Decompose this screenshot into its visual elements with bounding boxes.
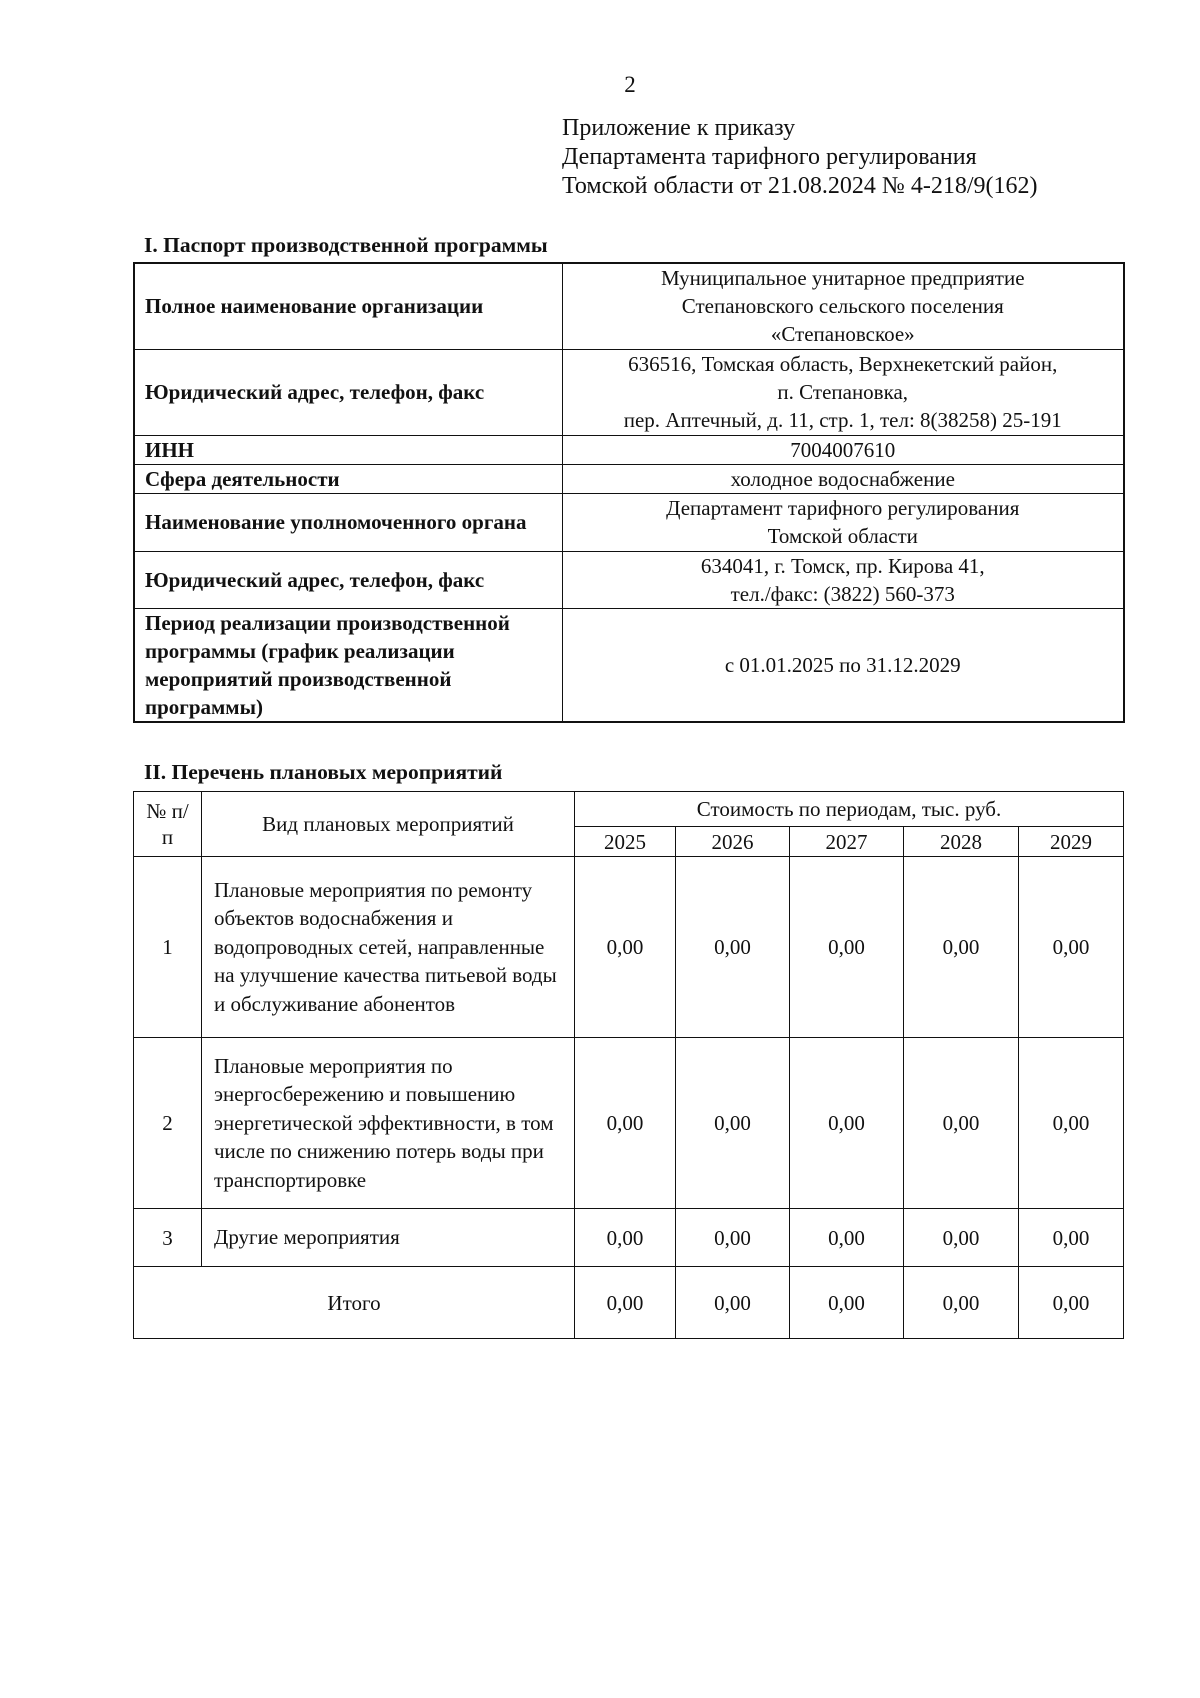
total-value: 0,00 (575, 1267, 676, 1339)
passport-value (562, 464, 1124, 493)
total-value: 0,00 (676, 1267, 790, 1339)
total-label: Итого (134, 1267, 575, 1339)
header-num: № п/п (134, 792, 202, 857)
value-line: Муниципальное унитарное предприятие (660, 266, 1025, 291)
row-activity: Плановые мероприятия по энергосбережению и повышению энергетической эффективности, в том числе по снижению потерь воды при транспортировке (202, 1038, 575, 1209)
value-line: 7004007610 (790, 437, 896, 462)
passport-value (562, 349, 1124, 435)
passport-label: Полное наименование организации (134, 263, 562, 349)
header-year: 2028 (904, 827, 1019, 857)
appendix-line: Томской области от 21.08.2024 № 4-218/9(162) (562, 173, 1038, 199)
passport-row (134, 551, 1124, 608)
passport-row (134, 263, 1124, 349)
row-value: 0,00 (904, 1209, 1019, 1267)
value-line: с 01.01.2025 по 31.12.2029 (724, 652, 961, 677)
value-line: «Степановское» (770, 322, 915, 347)
row-value: 0,00 (676, 1038, 790, 1209)
value-line: тел./факс: (3822) 560-373 (730, 581, 955, 606)
value-line: холодное водоснабжение (730, 466, 955, 491)
appendix-line: Приложение к приказу (562, 115, 796, 141)
section-2-title: II. Перечень плановых мероприятий (144, 760, 503, 784)
row-value: 0,00 (904, 857, 1019, 1038)
header-year: 2027 (790, 827, 904, 857)
row-value: 0,00 (1019, 1038, 1124, 1209)
total-row (134, 1267, 1124, 1339)
passport-row (134, 464, 1124, 493)
header-year: 2025 (575, 827, 676, 857)
page-number: 2 (624, 72, 636, 97)
value-line: п. Степановка, (777, 380, 909, 404)
row-value: 0,00 (790, 1209, 904, 1267)
passport-value (562, 263, 1124, 349)
passport-label: Юридический адрес, телефон, факс (134, 551, 562, 608)
header-year: 2026 (676, 827, 790, 857)
passport-row (134, 349, 1124, 435)
header-cost: Стоимость по периодам, тыс. руб. (575, 792, 1124, 827)
plan-header-row (134, 792, 1124, 827)
value-line: 634041, г. Томск, пр. Кирова 41, (700, 553, 985, 578)
value-line: Степановского сельского поселения (681, 294, 1004, 319)
passport-value (562, 608, 1124, 722)
row-activity: Другие мероприятия (202, 1209, 575, 1267)
passport-row (134, 493, 1124, 551)
row-value: 0,00 (575, 857, 676, 1038)
row-value: 0,00 (575, 1209, 676, 1267)
passport-table (133, 262, 1125, 723)
table-row (134, 857, 1124, 1038)
row-value: 0,00 (790, 1038, 904, 1209)
passport-value (562, 551, 1124, 608)
row-activity: Плановые мероприятия по ремонту объектов водоснабжения и водопроводных сетей, направленные на улучшение качества питьевой воды и обслуживание абонентов (202, 857, 575, 1038)
total-value: 0,00 (904, 1267, 1019, 1339)
row-value: 0,00 (1019, 1209, 1124, 1267)
header-year: 2029 (1019, 827, 1124, 857)
passport-label: Юридический адрес, телефон, факс (134, 349, 562, 435)
row-value: 0,00 (676, 1209, 790, 1267)
row-value: 0,00 (904, 1038, 1019, 1209)
total-value: 0,00 (790, 1267, 904, 1339)
row-num: 2 (134, 1038, 202, 1209)
passport-label: Наименование уполномоченного органа (134, 493, 562, 551)
passport-value (562, 435, 1124, 464)
passport-label: ИНН (134, 435, 562, 464)
row-value: 0,00 (1019, 857, 1124, 1038)
row-num: 3 (134, 1209, 202, 1267)
appendix-header (562, 114, 1037, 201)
passport-value (562, 493, 1124, 551)
passport-row (134, 435, 1124, 464)
passport-label: Сфера деятельности (134, 464, 562, 493)
value-line: 636516, Томская область, Верхнекетский район, (628, 352, 1058, 376)
plan-table (133, 791, 1124, 1339)
row-value: 0,00 (676, 857, 790, 1038)
section-1-title: I. Паспорт производственной программы (144, 233, 548, 257)
table-row (134, 1038, 1124, 1209)
value-line: пер. Аптечный, д. 11, стр. 1, тел: 8(38258) 25-191 (623, 408, 1062, 432)
table-row (134, 1209, 1124, 1267)
value-line: Томской области (767, 524, 918, 548)
passport-row (134, 608, 1124, 722)
header-activity: Вид плановых мероприятий (202, 792, 575, 857)
total-value: 0,00 (1019, 1267, 1124, 1339)
value-line: Департамент тарифного регулирования (666, 496, 1020, 520)
row-value: 0,00 (575, 1038, 676, 1209)
row-value: 0,00 (790, 857, 904, 1038)
row-num: 1 (134, 857, 202, 1038)
appendix-line: Департамента тарифного регулирования (562, 144, 977, 170)
passport-label: Период реализации производственной программы (график реализации мероприятий производственной программы) (134, 608, 562, 722)
